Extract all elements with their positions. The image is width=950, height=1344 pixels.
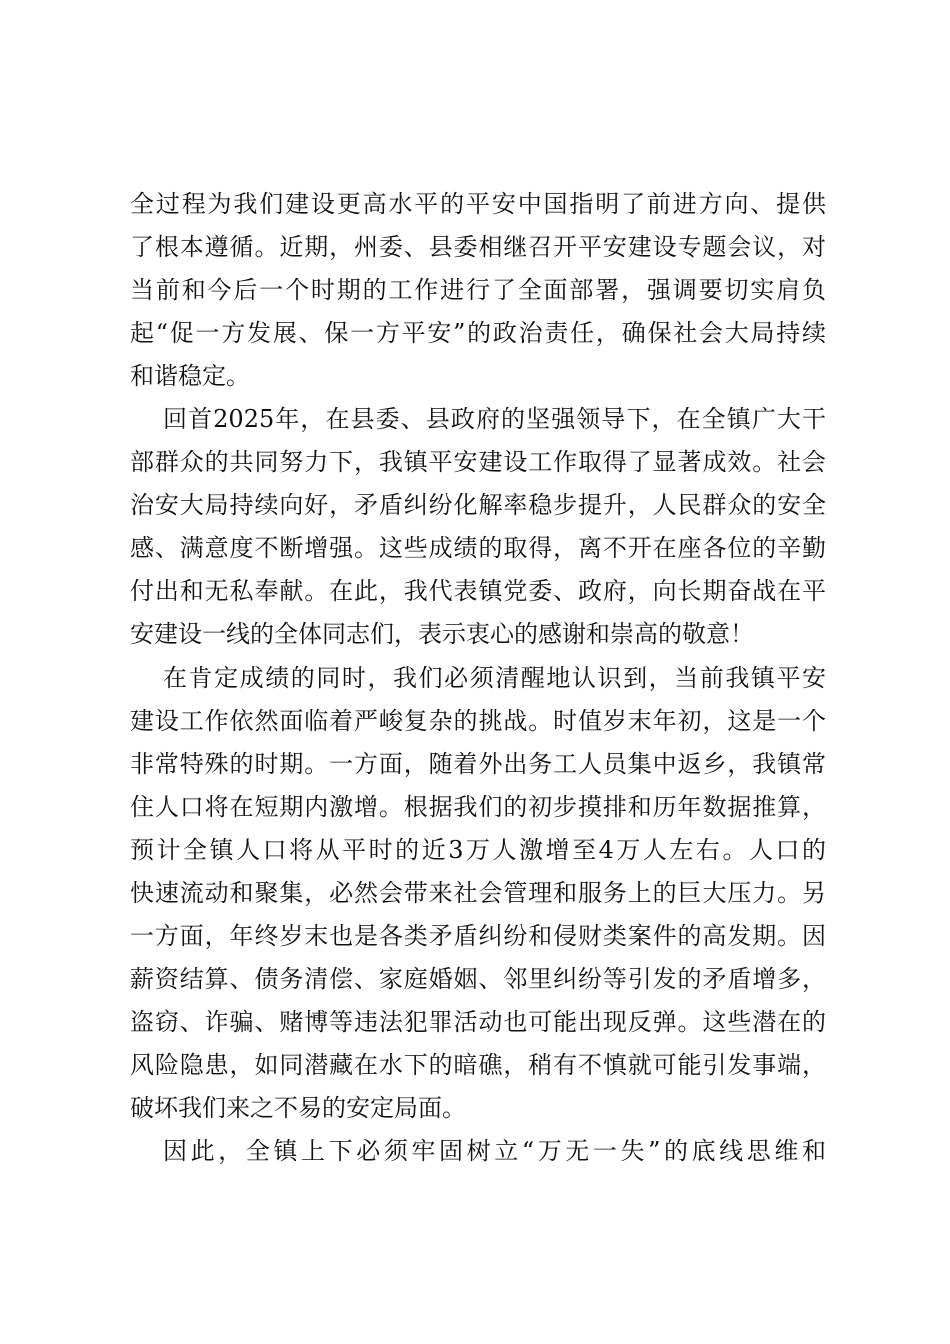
text-line: 了根本遵循。近期，州委、县委相继召开平安建设专题会议，对 — [130, 233, 826, 262]
text-line: 快速流动和聚集，必然会带来社会管理和服务上的巨大压力。另 — [130, 878, 826, 907]
text-line: 破坏我们来之不易的安定局面。 — [130, 1093, 466, 1122]
paragraph — [130, 398, 826, 656]
text-line: 起“促一方发展、保一方平安”的政治责任，确保社会大局持续 — [130, 319, 826, 348]
text-line: 和谐稳定。 — [130, 362, 250, 391]
text-line: 住人口将在短期内激增。根据我们的初步摸排和历年数据推算， — [130, 792, 826, 821]
text-line: 一方面，年终岁末也是各类矛盾纠纷和侵财类案件的高发期。因 — [130, 921, 826, 950]
document-page — [130, 183, 826, 1173]
text-line: 因此，全镇上下必须牢固树立“万无一失”的底线思维和 — [163, 1137, 826, 1166]
paragraph — [130, 657, 826, 1131]
text-line: 在肯定成绩的同时，我们必须清醒地认识到，当前我镇平安 — [163, 663, 826, 692]
text-line: 风险隐患，如同潜藏在水下的暗礁，稍有不慎就可能引发事端， — [130, 1050, 826, 1079]
text-line: 建设工作依然面临着严峻复杂的挑战。时值岁末年初，这是一个 — [130, 706, 826, 735]
text-line: 当前和今后一个时期的工作进行了全面部署，强调要切实肩负 — [130, 276, 826, 305]
text-line: 安建设一线的全体同志们，表示衷心的感谢和崇高的敬意！ — [130, 620, 754, 649]
text-line: 薪资结算、债务清偿、家庭婚姻、邻里纠纷等引发的矛盾增多， — [130, 964, 826, 993]
text-line: 部群众的共同努力下，我镇平安建设工作取得了显著成效。社会 — [130, 448, 826, 477]
text-line: 盗窃、诈骗、赌博等违法犯罪活动也可能出现反弹。这些潜在的 — [130, 1007, 826, 1036]
text-line: 感、满意度不断增强。这些成绩的取得，离不开在座各位的辛勤 — [130, 534, 826, 563]
text-line: 全过程为我们建设更高水平的平安中国指明了前进方向、提供 — [130, 190, 826, 218]
paragraph — [130, 183, 826, 398]
text-line: 付出和无私奉献。在此，我代表镇党委、政府，向长期奋战在平 — [130, 577, 826, 606]
text-line: 治安大局持续向好，矛盾纠纷化解率稳步提升，人民群众的安全 — [130, 491, 826, 520]
text-line: 回首2025年，在县委、县政府的坚强领导下，在全镇广大干 — [163, 405, 826, 434]
paragraph — [130, 1130, 826, 1173]
text-line: 预计全镇人口将从平时的近3万人激增至4万人左右。人口的 — [130, 835, 826, 864]
text-line: 非常特殊的时期。一方面，随着外出务工人员集中返乡，我镇常 — [130, 749, 826, 778]
